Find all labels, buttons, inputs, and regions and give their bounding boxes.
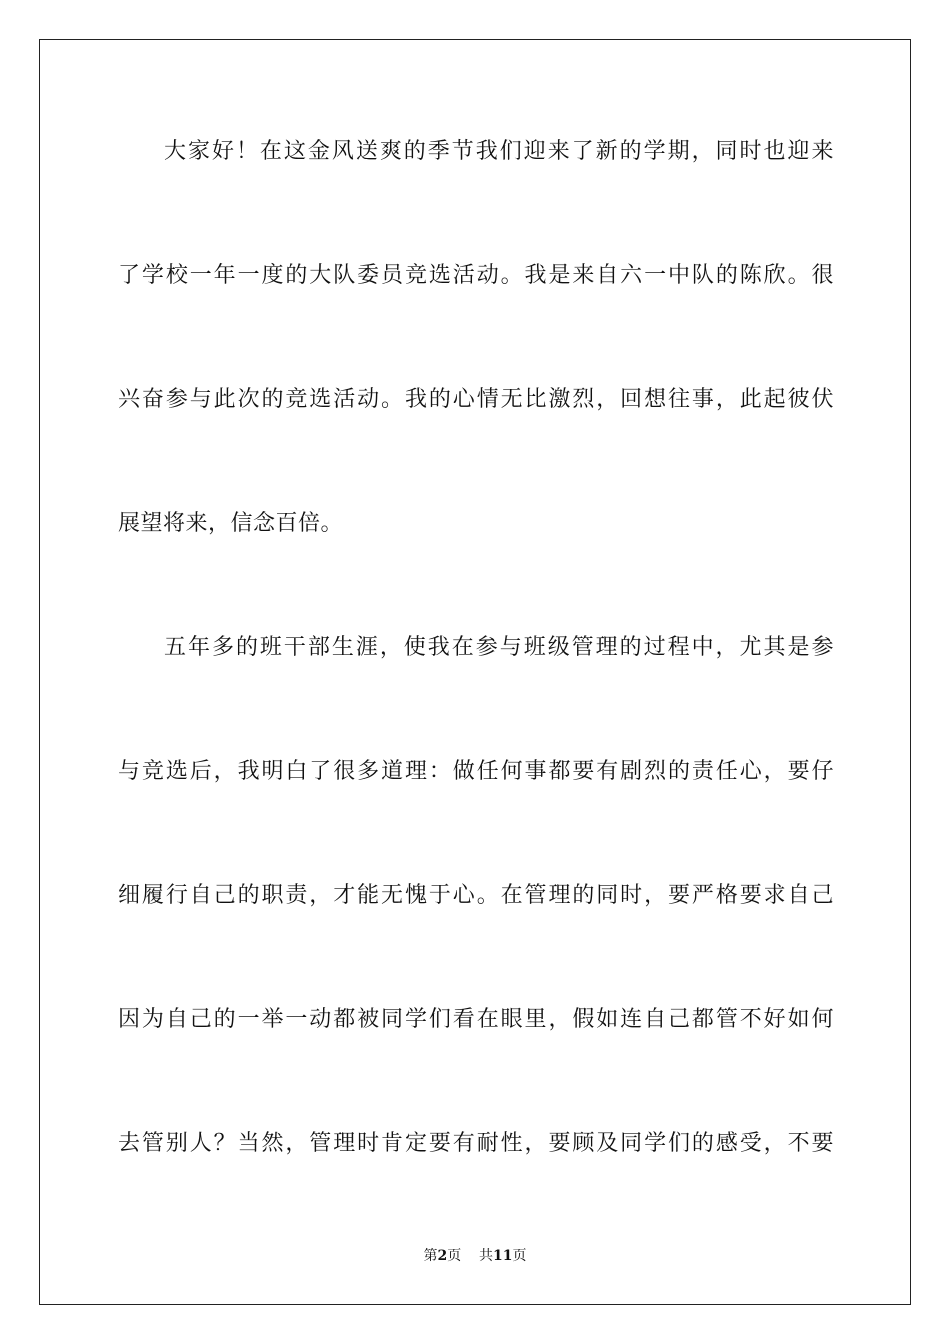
footer-total-prefix: 共 [479,1248,494,1264]
footer-page-prefix: 第 [423,1248,438,1264]
paragraph-2-line-3: 细履行自己的职责，才能无愧于心。在管理的同时，要严格要求自己 [118,883,834,908]
footer-total-suffix: 页 [512,1248,527,1264]
footer-page-number: 2 [437,1248,448,1264]
paragraph-1-line-3: 兴奋参与此次的竞选活动。我的心情无比激烈，回想往事，此起彼伏 [118,387,834,412]
paragraph-2-line-5: 去管别人？当然，管理时肯定要有耐性，要顾及同学们的感受，不要 [118,1131,834,1156]
page-border [39,39,911,1305]
paragraph-2-line-4: 因为自己的一举一动都被同学们看在眼里，假如连自己都管不好如何 [118,1007,834,1032]
paragraph-2-line-1: 五年多的班干部生涯，使我在参与班级管理的过程中，尤其是参 [164,635,834,660]
footer-total-pages: 11 [493,1248,513,1264]
paragraph-1-line-1: 大家好！在这金风送爽的季节我们迎来了新的学期，同时也迎来 [164,139,834,164]
paragraph-1-line-2: 了学校一年一度的大队委员竞选活动。我是来自六一中队的陈欣。很 [118,263,834,288]
paragraph-1-line-4: 展望将来，信念百倍。 [118,511,344,536]
paragraph-2-line-2: 与竞选后，我明白了很多道理：做任何事都要有剧烈的责任心，要仔 [118,759,834,784]
footer-page-suffix: 页 [447,1248,462,1264]
page-footer [0,1246,950,1266]
